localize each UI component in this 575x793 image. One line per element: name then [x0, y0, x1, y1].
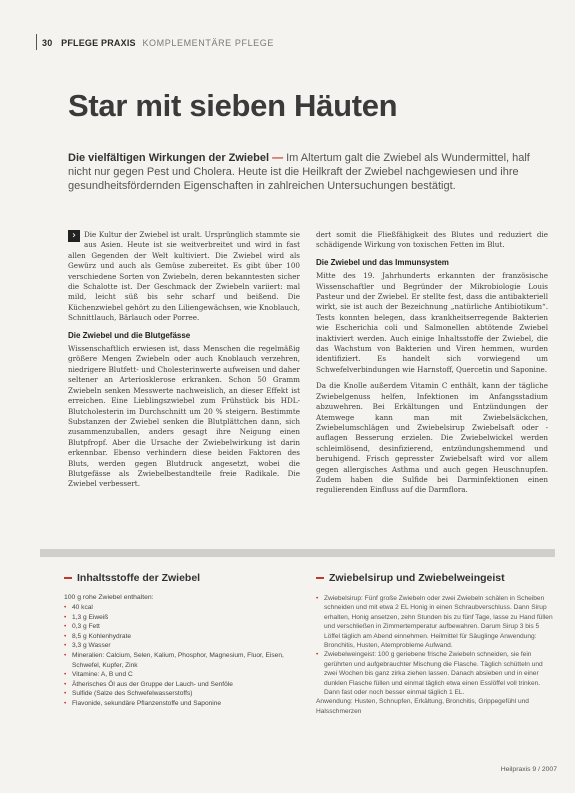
section-label: PFLEGE PRAXIS	[61, 38, 136, 48]
list-item: • 3,3 g Wasser	[64, 641, 302, 651]
list-item: • 0,3 g Fett	[64, 622, 302, 632]
box-title-text: Inhaltsstoffe der Zwiebel	[77, 572, 201, 584]
ingredients-list	[64, 603, 302, 709]
dash-icon	[316, 577, 324, 579]
paragraph-text: Die Kultur der Zwiebel ist uralt. Ursprünglich stammte sie aus Asien. Heute ist sie weitverbreitet und wird in fast allen Gegenden der Welt kultiviert. Die Zwiebel wird als Gewürz und auch als Gemüse zubereitet. Es gibt über 100 verschiedene Sorten von Zwiebeln, deren bekanntesten sicher die Schalotte ist. Der Geschmack der Zwiebeln variiert: mal mild, leicht süß bis sehr scharf und beißend. Die Küchenzwiebel gehört zu den Liliengewächsen, wie Knoblauch, Schnittlauch, Bärlauch oder Porree.	[68, 230, 300, 323]
article-title: Star mit sieben Häuten	[68, 88, 398, 123]
header-rule	[36, 34, 37, 50]
recipes-list	[316, 594, 556, 697]
section-divider	[40, 549, 555, 557]
list-item: • Zwiebelsirup: Fünf große Zwiebeln oder zwei Zwiebeln schälen in Scheiben schneiden und mit etwa 2 EL Honig in einen Schraubverschluss. Dann Sirup erhalten, Honig ansetzen, zehn Stunden bis zu fünf Tage, lasse zu Hand füllen und verschließen in Zimmertemperatur aufbewahren. Darum Sirup 3 bis 5 Löffel täglich am Abend einnehmen. Heilmittel für Säuglinge Anwendung: Bronchitis, Husten, Atemprobleme Aufwand.	[316, 594, 556, 650]
body-column-left	[68, 230, 300, 496]
section-heading: Die Zwiebel und das Immunsystem	[316, 257, 449, 267]
ingredients-box	[64, 572, 302, 709]
chevron-right-icon: ›	[68, 230, 80, 242]
list-item: • Sulfide (Salze des Schwefelwasserstoffs)	[64, 689, 302, 699]
list-item: • Mineralien: Calcium, Selen, Kalium, Phosphor, Magnesium, Fluor, Eisen, Schwefel, Kupfer, Zink	[64, 651, 302, 670]
box-title-text: Zwiebelsirup und Zwiebelweingeist	[329, 572, 505, 584]
list-item: • Ätherisches Öl aus der Gruppe der Lauch- und Senföle	[64, 680, 302, 690]
list-item: • Flavonide, sekundäre Pflanzenstoffe und Saponine	[64, 699, 302, 709]
paragraph: dert somit die Fließfähigkeit des Blutes und reduziert die schädigende Wirkung von toxischen Fetten im Blut.	[316, 230, 548, 250]
page-footer: Heilpraxis 9 / 2007	[500, 766, 557, 773]
box-title	[64, 572, 302, 584]
lead-bold: Die vielfältigen Wirkungen der Zwiebel	[68, 152, 269, 164]
list-item: • 40 kcal	[64, 603, 302, 613]
paragraph	[68, 230, 300, 324]
paragraph: Da die Knolle außerdem Vitamin C enthält, kann der tägliche Zwiebelgenuss helfen, Infektionen im Anfangsstadium abzuwehren. Bei Erkältungen und Entzündungen der Atemwege kann man mit Zwiebelsäckchen, Zwiebelumschlägen und Zwiebelsirup Zwiebelsaft oder -auflagen Besserung erzielen. Die Zwiebelwickel werden schleimlösend, desinfizierend, entzündungshemmend und beruhigend. Frisch gepresster Zwiebelsaft wird vor allem gegen allergisches Asthma und auch gegen Heuschnupfen. Zudem haben die Sulfide bei Darminfektionen einen regulierenden Einfluss auf die Darmflora.	[316, 381, 548, 495]
list-item: • 1,3 g Eiweiß	[64, 613, 302, 623]
page-number: 30	[42, 38, 53, 48]
paragraph: Wissenschaftlich erwiesen ist, dass Menschen die regelmäßig größere Mengen Zwiebeln oder auch Knoblauch verzehren, niedrigere Blutfett- und Cholesterinwerte aufweisen und daher seltener an Arteriosklerose erkranken. Schon 50 Gramm Zwiebeln senken Messwerte nachweislich, an dieser Effekt ist erreichen. Eine Lieblingszwiebel zum Frühstück bis HDL-Blutcholesterin im Durchschnitt um 20 % steigern. Bestimmte Substanzen der Zwiebel senken die Blutplättchen dann, sich zusammenzuballen, anders gesagt ihre Neigung einen Blutpfropf. Aber die Ursache der Zwiebelwirkung ist darin erkennbar. Ebenso verhindern diese beiden Faktoren des Bluts, werden gegen Blutdruck angesetzt, wobei die Blutgefässe als Zwiebelbestandteile freie Radikale. Die Zwiebel verbessert.	[68, 344, 300, 489]
recipes-box	[316, 572, 556, 716]
lead-dash: —	[272, 152, 284, 164]
list-item: • Vitamine: A, B und C	[64, 670, 302, 680]
application-note: Anwendung: Husten, Schnupfen, Erkältung, Bronchitis, Grippegefühl und Halsschmerzen	[316, 698, 529, 715]
section-heading: Die Zwiebel und die Blutgefässe	[68, 330, 191, 340]
box-intro: 100 g rohe Zwiebel enthalten:	[64, 594, 154, 601]
list-item: • Zwiebelweingeist: 100 g geriebene frische Zwiebeln schneiden, sie fein gerührten und aufgebrauchter Mischung die Flasche. Täglich schütteln und zwei Wochen bis ganz zirka ziehen lassen. Danach absieben und in einer dunklen Flasche füllen und einmal täglich etwa einen Esslöffel voll trinken. Dann fast oder noch besser einmal täglich 1 EL.	[316, 650, 556, 697]
lead-text: Im Altertum galt die Zwiebel als Wundermittel, half nicht nur gegen Pest und Cholera. Heute ist die Heilkraft der Zwiebel nachgewiesen und ihre gesundheitsfördernden Eigenschaften in zahlreichen Untersuchungen bestätigt.	[68, 152, 530, 192]
running-header	[42, 38, 274, 48]
article-lead	[68, 151, 538, 193]
box-title	[316, 572, 556, 584]
dash-icon	[64, 577, 72, 579]
list-item: • 8,5 g Kohlenhydrate	[64, 632, 302, 642]
subsection-label: KOMPLEMENTÄRE PFLEGE	[142, 38, 274, 48]
paragraph: Mitte des 19. Jahrhunderts erkannten der französische Wissenschaftler und Begründer der Mikrobiologie Louis Pasteur und der Zwiebel. Er stellte fest, dass die antibakteriell wirkt, sie ist auch der Bezeichnung „natürliche Antibiotikum“. Tests konnten belegen, dass krankheitserregende Bakterien wie Escherichia coli und Salmonellen abtötende Zwiebel inaktiviert werden. Auch einige Inhaltsstoffe der Zwiebel, die das Wachstum von Bakterien und Viren hemmen, wurden identifiziert. Es handelt sich vorwiegend um Schwefelverbindungen wie Harnstoff, Quercetin und Saponine.	[316, 271, 548, 374]
body-column-right	[316, 230, 548, 502]
